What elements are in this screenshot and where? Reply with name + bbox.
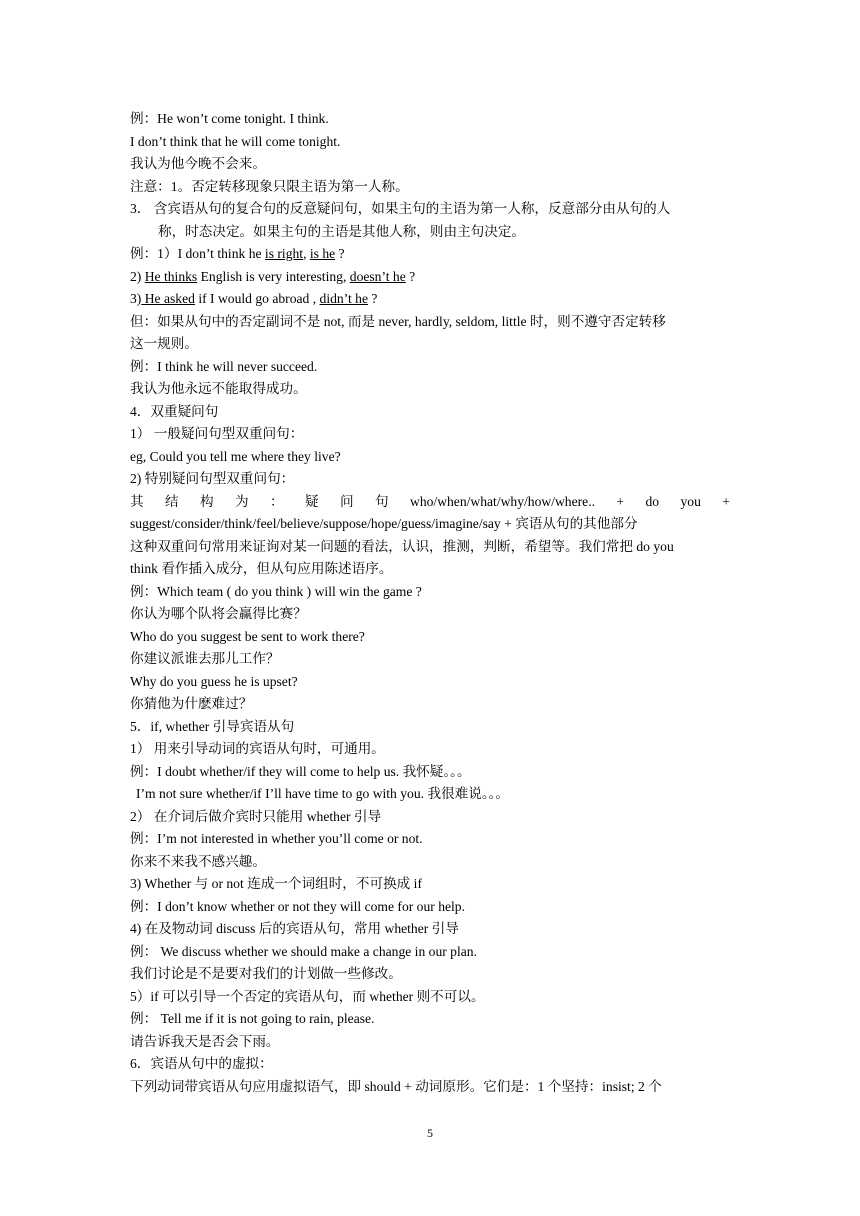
text-line: 称，时态决定。如果主句的主语是其他人称，则由主句决定。	[158, 223, 526, 239]
text-line: 下列动词带宾语从句应用虚拟语气，即 should + 动词原形。它们是：1 个坚持：insist; 2 个	[130, 1078, 662, 1094]
example-suffix: ?	[335, 246, 345, 261]
underlined-tag: doesn’t he	[349, 268, 406, 284]
text-line: I don’t think that he will come tonight.	[130, 133, 341, 149]
text-line: 例：I don’t know whether or not they will come for our help.	[130, 898, 465, 914]
underlined-tag: is he	[309, 246, 336, 261]
text-line: 4) 在及物动词 discuss 后的宾语从句，常用 whether 引导	[130, 921, 459, 936]
text-line: 请告诉我天是否会下雨。	[130, 1033, 280, 1049]
text-line: 2) 特别疑问句型双重问句：	[130, 471, 295, 486]
example-line	[130, 288, 730, 311]
word: who/when/what/why/how/where..	[410, 493, 595, 509]
page-number: 5	[427, 1126, 433, 1140]
text-line: 但：如果从句中的否定副词不是 not, 而是 never, hardly, seldom, little 时，则不遵守否定转移	[130, 313, 666, 329]
text-line: eg, Could you tell me where they live?	[130, 448, 341, 464]
text-line: Who do you suggest be sent to work there?	[130, 628, 365, 644]
example-suffix: ?	[405, 268, 416, 284]
text-line: 例：He won’t come tonight. I think.	[130, 111, 329, 126]
text-line: 这一规则。	[130, 336, 198, 351]
text-line: 你来不来我不感兴趣。	[130, 853, 266, 869]
text-line: 2） 在介词后做介宾时只能用 whether 引导	[130, 808, 382, 824]
text-line: 例：I’m not interested in whether you’ll come or not.	[130, 831, 423, 846]
word: 句	[375, 493, 389, 509]
text-line: Why do you guess he is upset?	[130, 673, 298, 689]
underlined-tag: didn’t he	[319, 291, 368, 306]
text-line: 3． 含宾语从句的复合句的反意疑问句，如果主句的主语为第一人称，反意部分由从句的人	[130, 201, 671, 216]
word: 构	[200, 493, 214, 509]
example-prefix: 3)	[130, 291, 142, 306]
word: ：	[270, 493, 284, 509]
example-middle: if I would go abroad ,	[194, 291, 320, 306]
example-line	[130, 266, 730, 289]
structure-line	[130, 491, 730, 514]
word: 结	[165, 493, 179, 509]
text-line: 你猜他为什麽难过？	[130, 696, 253, 711]
text-line: suggest/consider/think/feel/believe/suppose/hope/guess/imagine/say + 宾语从句的其他部分	[130, 516, 638, 531]
word: 疑	[305, 493, 319, 509]
text-line: 3) Whether 与 or not 连成一个词组时，不可换成 if	[130, 876, 422, 891]
text-line: think 看作插入成分，但从句应用陈述语序。	[130, 561, 393, 576]
text-line: 5）if 可以引导一个否定的宾语从句，而 whether 则不可以。	[130, 988, 485, 1004]
text-line: 例：I think he will never succeed.	[130, 358, 318, 374]
section-heading: 4．双重疑问句	[130, 403, 219, 419]
word: 其	[130, 493, 144, 509]
text-line: 你建议派谁去那儿工作？	[130, 651, 280, 666]
word: +	[722, 493, 730, 509]
text-line: 例： We discuss whether we should make a change in our plan.	[130, 943, 477, 959]
word: 问	[340, 493, 354, 509]
document-body	[130, 108, 730, 1098]
text-line: 我认为他永远不能取得成功。	[130, 381, 307, 396]
word: you	[680, 493, 701, 509]
example-prefix: 例：1）I don’t think he	[130, 246, 265, 261]
example-prefix: 2)	[130, 268, 145, 284]
word: +	[616, 493, 625, 509]
example-middle: English is very interesting,	[197, 268, 350, 284]
text-line: 你认为哪个队将会赢得比赛？	[130, 606, 307, 621]
underlined-phrase: is right	[264, 246, 304, 261]
word: 为	[235, 493, 249, 509]
text-line: 例：Which team ( do you think ) will win the game ?	[130, 583, 422, 599]
example-suffix: ?	[368, 291, 378, 306]
text-line: 1） 用来引导动词的宾语从句时，可通用。	[130, 741, 385, 756]
example-middle: ,	[303, 246, 310, 261]
underlined-phrase: He asked	[141, 291, 195, 306]
example-line	[130, 243, 730, 266]
text-line: 我们讨论是不是要对我们的计划做一些修改。	[130, 966, 402, 981]
text-line: 例： Tell me if it is not going to rain, please.	[130, 1011, 375, 1026]
text-line: 我认为他今晚不会来。	[130, 156, 266, 171]
text-line: I’m not sure whether/if I’ll have time to go with you. 我很难说。。。	[136, 786, 509, 801]
text-line: 例：I doubt whether/if they will come to help us. 我怀疑。。。	[130, 763, 471, 779]
underlined-phrase: He thinks	[144, 268, 198, 284]
text-line: 注意：1。否定转移现象只限主语为第一人称。	[130, 178, 409, 194]
text-line: 这种双重问句常用来证询对某一问题的看法，认识，推测，判断，希望等。我们常把 do you	[130, 538, 674, 554]
text-line: 1） 一般疑问句型双重问句：	[130, 426, 304, 441]
section-heading: 5．if, whether 引导宾语从句	[130, 718, 295, 734]
word: do	[645, 493, 660, 509]
section-heading: 6．宾语从句中的虚拟：	[130, 1056, 273, 1071]
